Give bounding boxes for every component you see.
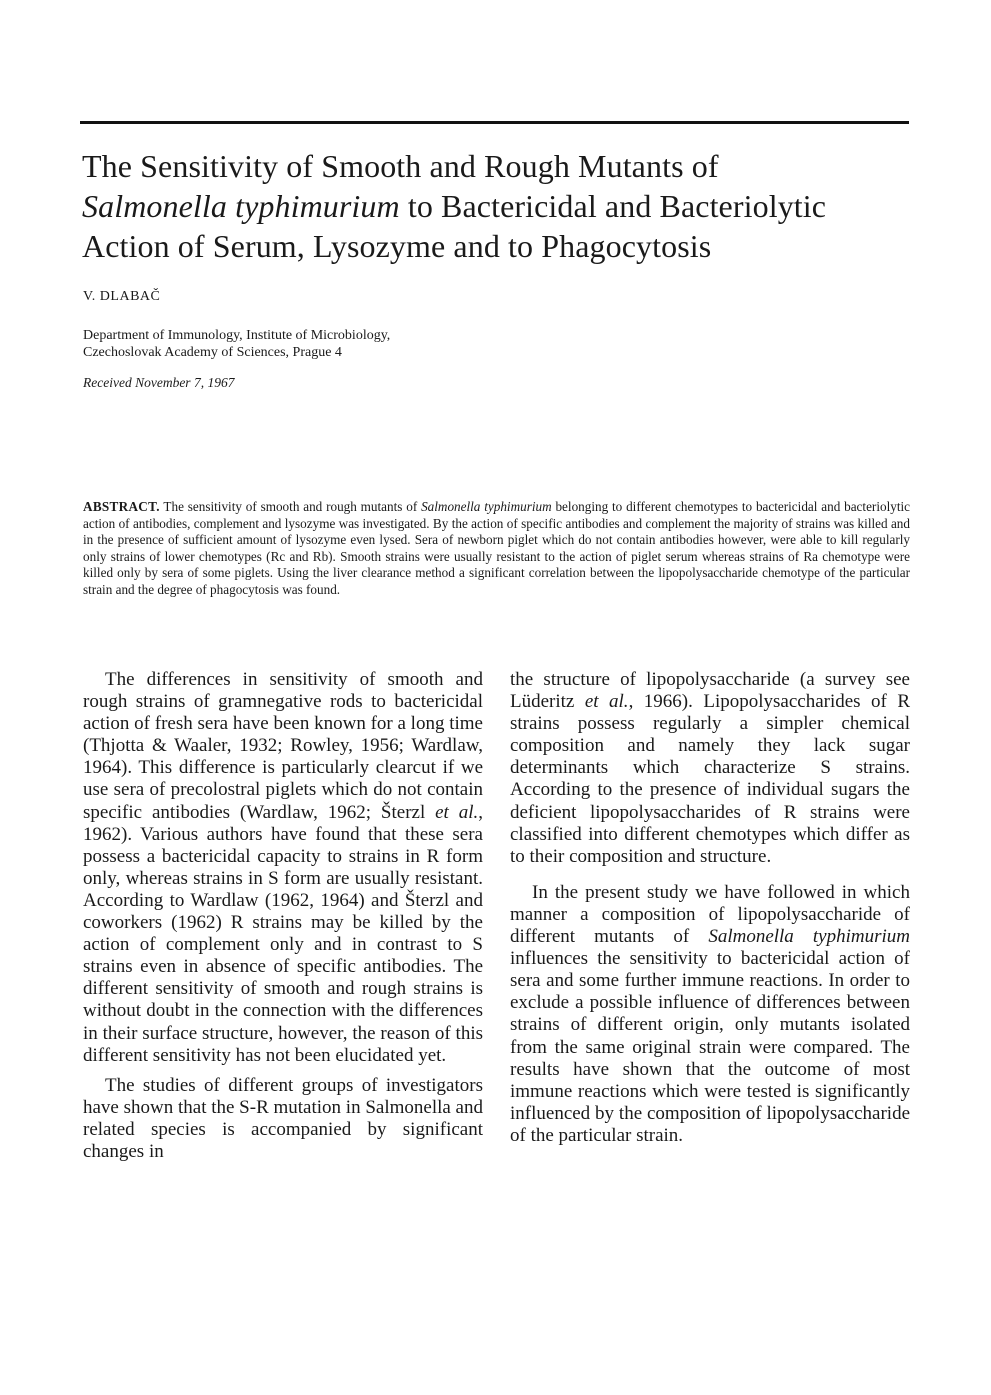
body-p3-text-a: the structure of lipopolysaccharide (a survey see Lüderitz [510, 669, 910, 713]
body-paragraph-2: The studies of different groups of investigators have shown that the S-R mutation in Salmonella and related species is accompanied by significant changes in [83, 1074, 483, 1162]
affiliation-line-1: Department of Immunology, Institute of Microbiology, [83, 328, 391, 343]
affiliation-line-2: Czechoslovak Academy of Sciences, Prague 4 [83, 345, 342, 360]
body-column-right [510, 669, 910, 1147]
abstract-text-1: The sensitivity of smooth and rough mutants of [163, 499, 418, 514]
title-line-3: Action of Serum, Lysozyme and to Phagocytosis [82, 228, 712, 264]
body-column-left [83, 669, 483, 1163]
body-paragraph-4 [510, 882, 910, 1147]
title-line-2: to Bactericidal and Bacteriolytic [407, 188, 827, 224]
body-p1-etal: et al. [435, 801, 479, 823]
author: V. DLABAČ [83, 289, 161, 304]
received-date: Received November 7, 1967 [83, 375, 235, 390]
abstract-text-2: belonging to different chemotypes to bactericidal and bacteriolytic action of antibodies, complement and lysozyme was investigated. By the action of specific antibodies and complement the majority of strains was killed and in the presence of sufficient amount of lysozyme even lysed. Sera of newborn piglet which do not contain antibodies however, were able to kill regularly only strains of lower chemotypes (Rc and Rb). Smooth strains were usually resistant to the action of piglet serum whereas strains of Ra chemotype were killed only by sera of some piglets. Using the liver clearance method a significant correlation between the lipopolysaccharide chemotype of the particular strain and the degree of phagocytosis was found. [83, 499, 911, 597]
body-p4-text-b: influences the sensitivity to bactericidal action of sera and some further immune reactions. In order to exclude a possible influence of differences between strains of different origin, only mutants isolated from the same original strain were compared. The results have shown that the outcome of most immune reactions which were tested is significantly influenced by the composition of lipopolysaccharide of the particular strain. [510, 948, 910, 1146]
body-paragraph-3 [510, 669, 910, 868]
affiliation [83, 327, 603, 361]
header-rule [80, 121, 909, 124]
abstract-species: Salmonella typhimurium [421, 499, 552, 514]
body-p4-species: Salmonella typhimurium [708, 926, 910, 948]
body-p4-text-a: In the present study we have followed in which manner a composition of lipopolysaccharide of different mutants of [510, 881, 910, 948]
body-p1-text-a: The differences in sensitivity of smooth and rough strains of gramnegative rods to bactericidal action of fresh sera have been known for a long time (Thjotta & Waaler, 1932; Rowley, 1956; Wardlaw, 1964). This difference is particularly clearcut if we use sera of precolostral piglets which do not contain specific antibodies (Wardlaw, 1962; Šterzl [83, 669, 483, 823]
body-p3-etal: et al. [584, 691, 629, 713]
body-p1-text-b: , 1962). Various authors have found that these sera possess a bactericidal capacity to strains in R form only, whereas strains in S form are usually resistant. According to Wardlaw (1962, 1964) and Šterzl and coworkers (1962) R strains may be killed by the action of complement only and in contrast to S strains even in absence of specific antibodies. The different sensitivity of smooth and rough strains is without doubt in the connection with the differences in their surface structure, however, the reason of this different sensitivity has not been elucidated yet. [83, 801, 483, 1066]
abstract [83, 499, 910, 598]
title-line-1: The Sensitivity of Smooth and Rough Mutants of [82, 148, 719, 184]
article-title [82, 146, 922, 266]
body-paragraph-1 [83, 669, 483, 1067]
abstract-label: ABSTRACT. [83, 499, 160, 514]
title-species: Salmonella typhimurium [82, 188, 400, 224]
body-p3-text-b: , 1966). Lipopolysaccharides of R strains possess regularly a simpler chemical composition and namely they lack sugar determinants which characterize S strains. According to the presence of individual sugars the deficient lipopolysaccharides of R strains were classified into different chemotypes which differ as to their composition and structure. [510, 691, 910, 867]
